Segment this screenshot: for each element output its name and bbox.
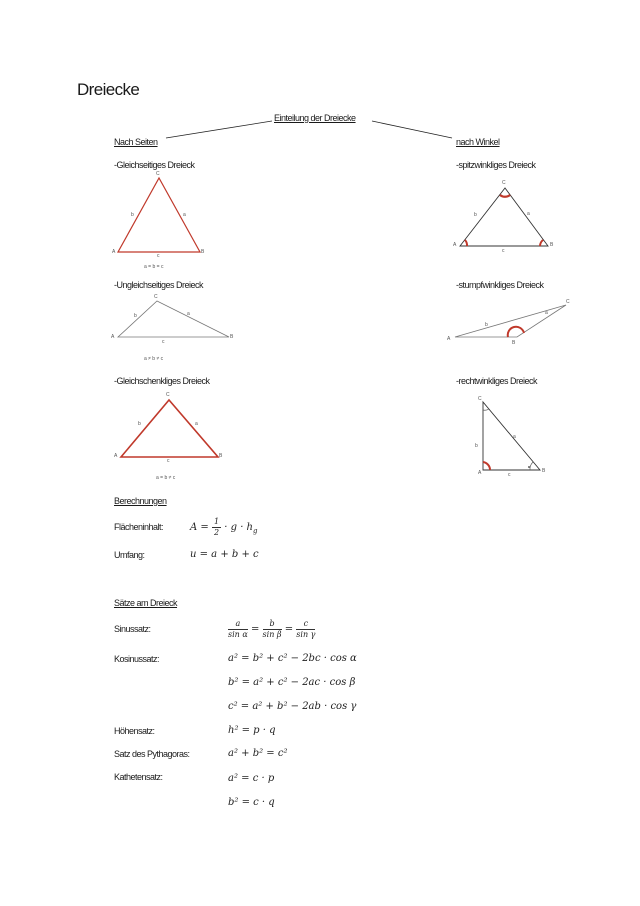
cosine-label: Kosinussatz:	[114, 654, 160, 664]
calc-heading: Berechnungen	[114, 496, 167, 506]
area-formula: A = $\frac{1}{2}$ · $g \cdot h_g$	[190, 517, 258, 537]
isosceles-label: -Gleichschenkliges Dreieck	[114, 376, 210, 386]
right-vertex-c: C	[478, 396, 482, 402]
obtuse-vertex-c: C	[566, 299, 570, 305]
scalene-side-b: b	[134, 313, 137, 319]
by-angles-heading: nach Winkel	[456, 137, 500, 147]
equilateral-vertex-a: A	[112, 249, 116, 255]
sine-label: Sinussatz:	[114, 624, 151, 634]
right-vertex-a: A	[478, 470, 482, 476]
acute-vertex-c: C	[502, 180, 506, 186]
cathetus-formula-a: a² = c · p	[228, 773, 275, 784]
isosceles-vertex-a: A	[114, 453, 118, 459]
acute-vertex-a: A	[453, 242, 457, 248]
cathetus-label: Kathetensatz:	[114, 772, 163, 782]
right-side-c: c	[508, 472, 511, 478]
equilateral-side-a: a	[183, 212, 186, 218]
equilateral-label: -Gleichseitiges Dreieck	[114, 160, 195, 170]
scalene-vertex-a: A	[111, 334, 115, 340]
sine-formula: $\frac{a}{\text{sin α}}$ = $\frac{b}{\text{sin β}}$ = $\frac{c}{\text{sin γ}}$	[228, 619, 316, 639]
scalene-side-c: c	[162, 339, 165, 345]
obtuse-side-a: a	[545, 310, 548, 316]
scalene-vertex-b: B	[230, 334, 234, 340]
scalene-label: -Ungleichseitiges Dreieck	[114, 280, 204, 290]
right-side-a: a	[513, 434, 516, 440]
isosceles-side-b: b	[138, 421, 141, 427]
scalene-relation: a ≠ b ≠ c	[144, 356, 164, 362]
height-label: Höhensatz:	[114, 726, 155, 736]
right-label: -rechtwinkliges Dreieck	[456, 376, 538, 386]
cosine-formula-a: a² = b² + c² − 2bc · cos α	[228, 653, 357, 664]
pythagoras-label: Satz des Pythagoras:	[114, 749, 190, 759]
cathetus-formula-b: b² = c · q	[228, 797, 275, 808]
equilateral-vertex-c: C	[156, 171, 160, 177]
isosceles-vertex-b: B	[219, 453, 223, 459]
scalene-side-a: a	[187, 311, 190, 317]
obtuse-vertex-b: B	[512, 340, 516, 346]
scalene-vertex-c: C	[154, 294, 158, 300]
page-title: Dreiecke	[77, 80, 140, 99]
perimeter-formula: u = a + b + c	[190, 549, 259, 560]
equilateral-relation: a = b = c	[144, 264, 164, 270]
perimeter-label: Umfang:	[114, 550, 145, 560]
obtuse-vertex-a: A	[447, 336, 451, 342]
cosine-formula-b: b² = a² + c² − 2ac · cos β	[228, 677, 356, 688]
obtuse-label: -stumpfwinkliges Dreieck	[456, 280, 544, 290]
isosceles-vertex-c: C	[166, 392, 170, 398]
by-sides-heading: Nach Seiten	[114, 137, 158, 147]
pythagoras-formula: a² + b² = c²	[228, 748, 288, 759]
acute-label: -spitzwinkliges Dreieck	[456, 160, 536, 170]
isosceles-relation: a = b ≠ c	[156, 475, 176, 481]
obtuse-side-b: b	[485, 322, 488, 328]
isosceles-side-c: c	[167, 458, 170, 464]
equilateral-side-c: c	[157, 253, 160, 259]
isosceles-side-a: a	[195, 421, 198, 427]
area-label: Flächeninhalt:	[114, 522, 164, 532]
cosine-formula-c: c² = a² + b² − 2ab · cos γ	[228, 701, 357, 712]
acute-side-c: c	[502, 248, 505, 254]
acute-vertex-b: B	[550, 242, 554, 248]
acute-side-b: b	[474, 212, 477, 218]
equilateral-vertex-b: B	[201, 249, 205, 255]
right-side-b: b	[475, 443, 478, 449]
height-formula: h² = p · q	[228, 725, 276, 736]
classification-heading: Einteilung der Dreiecke	[274, 113, 356, 123]
theorems-heading: Sätze am Dreieck	[114, 598, 178, 608]
acute-side-a: a	[527, 211, 530, 217]
right-vertex-b: B	[542, 468, 546, 474]
equilateral-side-b: b	[131, 212, 134, 218]
